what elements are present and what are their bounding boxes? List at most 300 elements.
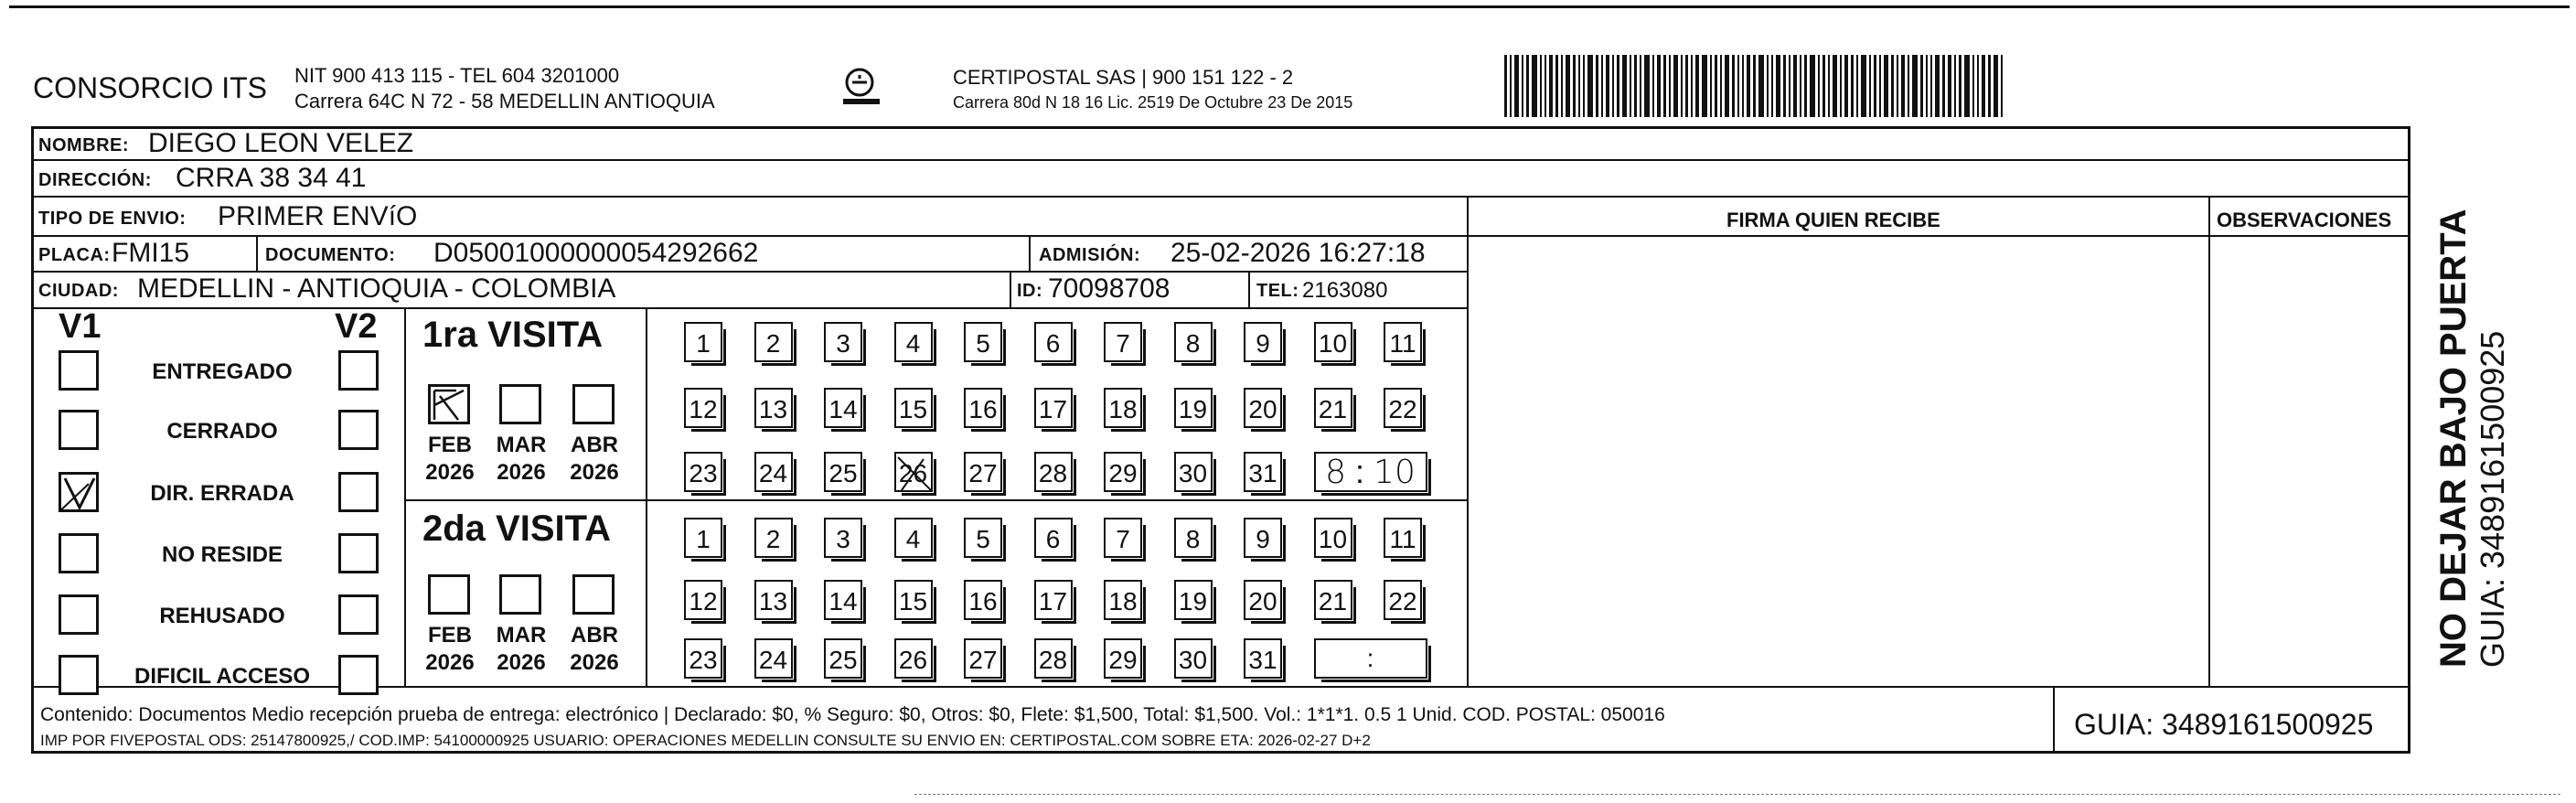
month-label <box>494 622 549 677</box>
day-number: 29 <box>1108 646 1138 674</box>
barcode-bar <box>1606 55 1609 117</box>
barcode-bar <box>1908 55 1909 117</box>
day-box[interactable] <box>1174 322 1213 362</box>
day-box[interactable] <box>1384 322 1422 362</box>
day-box[interactable] <box>1034 452 1073 492</box>
footer-contents: Contenido: Documentos Medio recepción prueba de entrega: electrónico | Declarado: $0, % Seguro: $0, Otros: $0, Flete: $1,500, Total: $1,500. Vol.: 1*1*1. 0.5 1 Unid. COD. POSTAL: 050016 <box>40 704 1665 725</box>
barcode-bar <box>1800 55 1801 117</box>
col-line <box>1467 196 1469 686</box>
barcode-bar <box>1942 55 1945 117</box>
day-box[interactable] <box>1244 322 1282 362</box>
barcode-bar <box>1540 55 1542 117</box>
certipostal-logo <box>839 64 885 110</box>
day-box[interactable] <box>964 638 1002 679</box>
v1-checkbox[interactable] <box>59 533 99 573</box>
barcode-bar <box>1964 55 1970 117</box>
day-box[interactable] <box>1034 580 1073 620</box>
address-value: CRRA 38 34 41 <box>176 163 367 193</box>
barcode-bar <box>1640 55 1641 117</box>
day-number: 28 <box>1038 459 1068 487</box>
day-box[interactable] <box>1034 518 1073 558</box>
no-dejar-text: NO DEJAR BAJO PUERTA <box>2433 209 2474 668</box>
city-label: CIUDAD: <box>38 281 119 301</box>
barcode-bar <box>1555 55 1558 117</box>
barcode-bar <box>1783 55 1786 117</box>
barcode-bar <box>1630 55 1631 117</box>
day-number: 1 <box>696 329 711 358</box>
barcode-bar <box>1617 55 1619 117</box>
v1-checkbox[interactable] <box>59 350 99 391</box>
day-number: 19 <box>1178 395 1208 423</box>
day-number: 16 <box>968 395 998 423</box>
barcode-bar <box>1657 55 1661 117</box>
day-number: 12 <box>689 587 718 616</box>
barcode-bar <box>1702 55 1707 117</box>
day-box[interactable] <box>1034 638 1073 679</box>
v1-checkbox[interactable] <box>59 594 99 635</box>
carrier-name: CERTIPOSTAL SAS | 900 151 122 - 2 <box>953 66 1294 89</box>
admission-value: 25-02-2026 16:27:18 <box>1170 238 1426 268</box>
barcode-bar <box>1988 55 1991 117</box>
day-number: 12 <box>689 395 718 423</box>
day-box[interactable] <box>894 518 933 558</box>
day-number: 25 <box>828 646 858 674</box>
barcode-bar <box>1601 55 1603 117</box>
barcode-bar <box>1673 55 1678 117</box>
v2-checkbox[interactable] <box>338 472 379 512</box>
day-box[interactable] <box>1314 580 1352 620</box>
barcode-bar <box>1681 55 1683 117</box>
month-year: 2026 <box>425 460 475 485</box>
day-number: 13 <box>758 395 788 423</box>
day-number: 31 <box>1248 459 1277 487</box>
time-box[interactable] <box>1314 452 1427 492</box>
day-number: 30 <box>1178 459 1208 487</box>
barcode-bar <box>1840 55 1842 117</box>
day-number: 15 <box>898 395 928 423</box>
barcode-bar <box>1972 55 1974 117</box>
row-line <box>31 196 2410 198</box>
day-box[interactable] <box>754 452 793 492</box>
day-number: 8 <box>1185 329 1201 358</box>
day-box[interactable] <box>1174 580 1213 620</box>
barcode <box>1504 55 2236 117</box>
day-box[interactable] <box>824 322 862 362</box>
barcode-bar <box>1977 55 1979 117</box>
day-box[interactable] <box>754 388 793 428</box>
barcode-bar <box>1901 55 1905 117</box>
month-year: 2026 <box>425 650 475 675</box>
barcode-bar <box>1583 55 1585 117</box>
barcode-bar <box>1549 55 1553 117</box>
day-number: 18 <box>1108 395 1138 423</box>
month-label <box>567 432 622 487</box>
barcode-bar <box>1695 55 1699 117</box>
day-box[interactable] <box>1384 518 1422 558</box>
side-guia-text: GUIA: 3489161500925 <box>2474 330 2511 668</box>
day-box[interactable] <box>964 580 1002 620</box>
barcode-bar <box>1578 55 1580 117</box>
observations-header: OBSERVACIONES <box>2217 209 2392 231</box>
month-checkbox[interactable] <box>428 574 470 615</box>
barcode-bar <box>1856 55 1858 117</box>
day-number: 9 <box>1256 525 1270 553</box>
month-name: MAR <box>496 623 547 648</box>
day-number: 28 <box>1038 646 1068 674</box>
col-line <box>2053 686 2055 754</box>
carrier-address: Carrera 80d N 18 16 Lic. 2519 De Octubre 23 De 2015 <box>953 93 1353 112</box>
barcode-bar <box>1793 55 1797 117</box>
barcode-bar <box>1920 55 1923 117</box>
day-box[interactable] <box>1104 388 1142 428</box>
barcode-bar <box>1844 55 1848 117</box>
month-checkbox[interactable] <box>499 574 541 615</box>
month-label <box>567 622 622 677</box>
month-name: FEB <box>428 433 472 457</box>
day-number: 5 <box>976 525 990 553</box>
barcode-bar <box>1737 55 1739 117</box>
day-box[interactable] <box>1104 322 1142 362</box>
barcode-bar <box>1566 55 1570 117</box>
col-line <box>404 307 406 686</box>
time-box[interactable] <box>1314 638 1427 679</box>
day-number: 10 <box>1318 329 1348 358</box>
barcode-bar <box>1804 55 1807 117</box>
day-number: 13 <box>758 587 788 616</box>
month-name: MAR <box>496 433 547 457</box>
day-box[interactable] <box>754 580 793 620</box>
day-number: 21 <box>1318 587 1348 616</box>
day-box[interactable] <box>824 388 862 428</box>
plate-value: FMI15 <box>112 238 190 268</box>
barcode-bar <box>1720 55 1722 117</box>
day-number: 22 <box>1388 395 1417 423</box>
day-box[interactable] <box>964 452 1002 492</box>
barcode-bar <box>1596 55 1598 117</box>
day-number: 10 <box>1318 525 1348 553</box>
day-box[interactable] <box>824 518 862 558</box>
barcode-bar <box>1663 55 1666 117</box>
bottom-rule <box>914 794 2560 795</box>
day-box[interactable] <box>1104 638 1142 679</box>
document-label: DOCUMENTO: <box>265 245 396 265</box>
day-number: 18 <box>1108 587 1138 616</box>
day-box[interactable] <box>1314 322 1352 362</box>
month-label <box>422 432 477 487</box>
col-line <box>646 307 647 686</box>
barcode-bar <box>1526 55 1529 117</box>
month-checkbox[interactable] <box>499 384 541 424</box>
day-number: 15 <box>898 587 928 616</box>
day-box[interactable] <box>1174 388 1213 428</box>
day-box[interactable] <box>1244 452 1282 492</box>
day-number: 3 <box>836 329 850 358</box>
day-box[interactable] <box>754 638 793 679</box>
day-box[interactable] <box>894 388 933 428</box>
day-box[interactable] <box>1244 388 1282 428</box>
month-checkbox[interactable] <box>572 574 615 615</box>
day-box[interactable] <box>1244 638 1282 679</box>
signature-header: FIRMA QUIEN RECIBE <box>1726 209 1940 231</box>
day-number: 17 <box>1038 395 1068 423</box>
day-number: 7 <box>1116 525 1130 553</box>
month-year: 2026 <box>497 460 546 485</box>
day-number: 30 <box>1178 646 1208 674</box>
barcode-bar <box>1874 55 1876 117</box>
col-line <box>2208 196 2210 686</box>
barcode-bar <box>1884 55 1888 117</box>
day-number: 29 <box>1108 459 1138 487</box>
day-box[interactable] <box>1244 580 1282 620</box>
time-hour: 8 <box>1325 454 1347 491</box>
row-line <box>31 159 2410 161</box>
barcode-bar <box>1644 55 1650 117</box>
reason-label: DIR. ERRADA <box>150 481 294 506</box>
month-label <box>494 432 549 487</box>
day-number: 4 <box>905 525 921 553</box>
day-number: 23 <box>689 459 718 487</box>
barcode-bar <box>1545 55 1546 117</box>
day-number: 11 <box>1389 525 1416 553</box>
v1-checkbox[interactable] <box>59 410 99 450</box>
row-line <box>31 271 1467 273</box>
admission-label: ADMISIÓN: <box>1039 245 1141 265</box>
day-number: 21 <box>1318 395 1348 423</box>
day-box[interactable] <box>684 388 722 428</box>
day-number: 5 <box>976 329 990 358</box>
day-box[interactable] <box>894 638 933 679</box>
first-visit-title: 1ra VISITA <box>422 315 604 355</box>
barcode-bar <box>1710 55 1712 117</box>
barcode-bar <box>1634 55 1637 117</box>
day-number: 20 <box>1248 395 1277 423</box>
barcode-bar <box>1561 55 1563 117</box>
day-number: 3 <box>836 525 850 553</box>
day-number: 26 <box>898 459 928 487</box>
barcode-bar <box>1861 55 1866 117</box>
month-name: ABR <box>571 623 618 648</box>
day-box[interactable] <box>894 452 933 492</box>
day-number: 7 <box>1116 329 1130 358</box>
send-type-label: TIPO DE ENVIO: <box>38 209 187 229</box>
send-type-value: PRIMER ENVíO <box>218 201 418 231</box>
id-value: 70098708 <box>1048 273 1170 304</box>
company-nit: NIT 900 413 115 - TEL 604 3201000 <box>294 64 620 87</box>
v2-header: V2 <box>335 307 378 346</box>
day-box[interactable] <box>1104 518 1142 558</box>
day-box[interactable] <box>1174 518 1213 558</box>
barcode-bar <box>1897 55 1898 117</box>
col-line <box>1248 271 1250 307</box>
col-line <box>256 235 258 272</box>
v2-checkbox[interactable] <box>338 410 379 450</box>
time-minute: 10 <box>1374 454 1416 491</box>
time-separator: : <box>1366 644 1374 672</box>
barcode-bar <box>1758 55 1764 117</box>
month-checkbox[interactable] <box>428 384 470 424</box>
day-number: 2 <box>765 329 781 358</box>
barcode-bar <box>1725 55 1729 117</box>
name-label: NOMBRE: <box>38 135 130 155</box>
day-box[interactable] <box>684 638 722 679</box>
reason-label: NO RESIDE <box>161 542 283 567</box>
barcode-bar <box>1514 55 1519 117</box>
day-box[interactable] <box>684 580 722 620</box>
day-box[interactable] <box>964 518 1002 558</box>
month-year: 2026 <box>570 460 619 485</box>
col-line <box>1010 271 1011 307</box>
barcode-bar <box>1993 55 1998 117</box>
day-number: 6 <box>1045 525 1061 553</box>
document-value: D05001000000054292662 <box>433 238 759 268</box>
day-box[interactable] <box>964 322 1002 362</box>
visit-divider <box>404 499 1467 501</box>
barcode-bar <box>1753 55 1756 117</box>
barcode-bar <box>1869 55 1871 117</box>
day-number: 17 <box>1038 587 1068 616</box>
v2-checkbox[interactable] <box>338 533 379 573</box>
barcode-bar <box>1982 55 1985 117</box>
footer-imp: IMP POR FIVEPOSTAL ODS: 25147800925,/ COD.IMP: 54100000925 USUARIO: OPERACIONES MEDELLIN CONSULTE SU ENVIO EN: CERTIPOSTAL.COM SOBRE ETA: 2026-02-27 D+2 <box>40 732 1371 749</box>
day-box[interactable] <box>684 518 722 558</box>
day-box[interactable] <box>1034 388 1073 428</box>
month-year: 2026 <box>570 650 619 675</box>
day-box[interactable] <box>894 322 933 362</box>
day-number: 2 <box>765 525 781 553</box>
barcode-bar <box>1833 55 1837 117</box>
day-box[interactable] <box>1384 580 1422 620</box>
month-name: FEB <box>428 623 472 648</box>
day-number: 6 <box>1045 329 1061 358</box>
city-value: MEDELLIN - ANTIOQUIA - COLOMBIA <box>137 273 616 304</box>
day-number: 25 <box>828 459 858 487</box>
barcode-bar <box>1510 55 1512 117</box>
day-box[interactable] <box>824 580 862 620</box>
id-label: ID: <box>1017 281 1043 301</box>
time-separator: : <box>1346 453 1374 490</box>
barcode-bar <box>1504 55 1507 117</box>
day-box[interactable] <box>894 580 933 620</box>
day-number: 11 <box>1389 329 1416 358</box>
name-value: DIEGO LEON VELEZ <box>148 128 414 158</box>
day-box[interactable] <box>1384 388 1422 428</box>
day-number: 19 <box>1178 587 1208 616</box>
day-number: 24 <box>758 646 788 674</box>
barcode-bar <box>1573 55 1576 117</box>
top-rule <box>9 5 2570 8</box>
barcode-bar <box>1879 55 1881 117</box>
day-number: 27 <box>968 459 998 487</box>
barcode-bar <box>1954 55 1956 117</box>
row-line <box>31 235 2410 237</box>
plate-label: PLACA: <box>38 245 111 265</box>
barcode-bar <box>1587 55 1593 117</box>
v1-header: V1 <box>59 307 102 346</box>
barcode-bar <box>1930 55 1932 117</box>
day-box[interactable] <box>1174 638 1213 679</box>
barcode-bar <box>1732 55 1735 117</box>
v2-checkbox[interactable] <box>338 655 379 695</box>
day-box[interactable] <box>1244 518 1282 558</box>
v1-checkbox[interactable] <box>59 655 99 695</box>
barcode-bar <box>2001 55 2003 117</box>
company-address: Carrera 64C N 72 - 58 MEDELLIN ANTIOQUIA <box>294 90 715 112</box>
barcode-bar <box>1810 55 1815 117</box>
day-box[interactable] <box>824 452 862 492</box>
month-checkbox[interactable] <box>572 384 615 424</box>
barcode-bar <box>1822 55 1825 117</box>
v1-checkbox[interactable] <box>59 472 99 512</box>
day-number: 1 <box>696 525 711 553</box>
day-number: 8 <box>1185 525 1201 553</box>
day-box[interactable] <box>754 322 793 362</box>
footer-guia: GUIA: 3489161500925 <box>2074 708 2374 741</box>
company-name: CONSORCIO ITS <box>33 71 268 104</box>
reason-label: ENTREGADO <box>152 359 293 384</box>
barcode-bar <box>1818 55 1820 117</box>
reason-label: REHUSADO <box>159 604 285 628</box>
day-box[interactable] <box>684 322 722 362</box>
tel-value: 2163080 <box>1302 278 1388 303</box>
month-label <box>422 622 477 677</box>
barcode-bar <box>1622 55 1627 117</box>
day-number: 31 <box>1248 646 1277 674</box>
barcode-bar <box>1776 55 1780 117</box>
day-box[interactable] <box>754 518 793 558</box>
col-line <box>1029 235 1031 272</box>
barcode-bar <box>1767 55 1769 117</box>
barcode-bar <box>1685 55 1688 117</box>
barcode-bar <box>1959 55 1961 117</box>
day-box[interactable] <box>684 452 722 492</box>
day-box[interactable] <box>1034 322 1073 362</box>
day-box[interactable] <box>1174 452 1213 492</box>
day-number: 22 <box>1388 587 1417 616</box>
barcode-bar <box>1912 55 1918 117</box>
day-box[interactable] <box>1314 518 1352 558</box>
second-visit-title: 2da VISITA <box>422 509 611 549</box>
barcode-bar <box>1532 55 1537 117</box>
day-number: 4 <box>905 329 921 358</box>
day-box[interactable] <box>824 638 862 679</box>
reason-label: CERRADO <box>166 419 278 444</box>
barcode-bar <box>1522 55 1523 117</box>
reason-label: DIFICIL ACCESO <box>134 664 310 689</box>
day-box[interactable] <box>1314 388 1352 428</box>
barcode-bar <box>1771 55 1773 117</box>
address-label: DIRECCIÓN: <box>38 170 152 190</box>
barcode-bar <box>1948 55 1951 117</box>
barcode-bar <box>1789 55 1790 117</box>
day-number: 20 <box>1248 587 1277 616</box>
tel-label: TEL: <box>1256 281 1299 301</box>
barcode-bar <box>1851 55 1854 117</box>
barcode-bar <box>1926 55 1928 117</box>
day-number: 27 <box>968 646 998 674</box>
barcode-bar <box>1891 55 1894 117</box>
day-box[interactable] <box>964 388 1002 428</box>
barcode-bar <box>1715 55 1717 117</box>
barcode-bar <box>1747 55 1750 117</box>
barcode-bar <box>1612 55 1614 117</box>
day-box[interactable] <box>1104 452 1142 492</box>
certipostal-logo-icon <box>839 64 885 110</box>
v2-checkbox[interactable] <box>338 350 379 391</box>
v2-checkbox[interactable] <box>338 594 379 635</box>
barcode-bar <box>1652 55 1654 117</box>
day-box[interactable] <box>1104 580 1142 620</box>
month-year: 2026 <box>497 650 546 675</box>
